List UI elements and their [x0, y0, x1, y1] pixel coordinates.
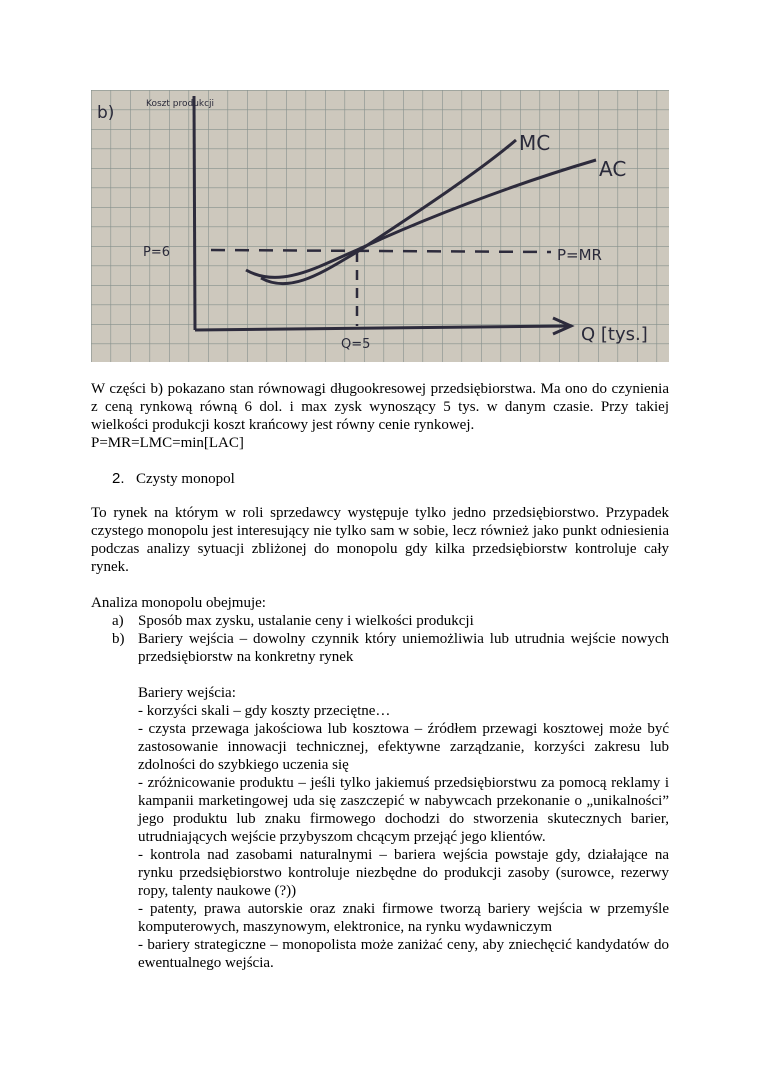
section-title: Czysty monopol	[136, 471, 235, 487]
barrier-economies-of-scale: - korzyści skali – gdy koszty przeciętne…	[138, 703, 391, 719]
barriers-title: Bariery wejścia:	[138, 685, 236, 701]
mc-label: MC	[519, 131, 551, 155]
analysis-intro	[91, 594, 669, 612]
figure-part-label: b)	[97, 103, 115, 123]
y-axis	[194, 96, 195, 330]
list-text-a: Sposób max zysku, ustalanie ceny i wielkości produkcji	[138, 613, 474, 629]
equilibrium-formula: P=MR=LMC=min[LAC]	[91, 435, 244, 451]
x-axis-label: Q [tys.]	[581, 324, 648, 345]
equilibrium-text: W części b) pokazano stan równowagi długookresowej przedsiębiorstwa. Ma ono do czynienia z ceną rynkową równą 6 dol. i max zysk wynoszący 5 tys. w danym czasie. Przy takiej wielkości produkcji koszt krańcowy jest równy cenie rynkowej.	[91, 381, 669, 433]
list-item-a	[112, 612, 669, 630]
ac-label: AC	[599, 157, 627, 181]
barriers-section	[138, 684, 669, 972]
list-text-b: Bariery wejścia – dowolny czynnik który uniemożliwia lub utrudnia wejście nowych przedsiębiorstw na konkretny rynek	[138, 631, 669, 665]
monopoly-definition-text: To rynek na którym w roli sprzedawcy występuje tylko jedno przedsiębiorstwo. Przypadek czystego monopolu jest interesujący nie tylko sam w sobie, lecz również jako punkt odniesienia podczas analizy sytuacji zbliżonej do monopolu gdy kilka przedsiębiorstw kontroluje cały rynek.	[91, 505, 669, 575]
list-marker-a: a)	[112, 613, 124, 629]
barrier-cost-advantage: - czysta przewaga jakościowa lub kosztowa – źródłem przewagi kosztowej może być zastosowanie innowacji technicznej, efektywne zarządzanie, korzyści zakresu lub zdolności do szybkiego uczenia się	[138, 721, 669, 773]
cost-curves-sketch	[91, 90, 669, 362]
y-axis-label: Koszt produkcji	[146, 99, 215, 109]
graph-photo	[91, 90, 669, 362]
paragraph-equilibrium	[91, 380, 669, 452]
barrier-strategic: - bariery strategiczne – monopolista może zaniżać ceny, aby zniechęcić kandydatów do ewentualnego wejścia.	[138, 937, 669, 971]
section-number: 2.	[112, 470, 125, 487]
analysis-intro-text: Analiza monopolu obejmuje:	[91, 595, 266, 611]
price-label: P=6	[143, 245, 171, 260]
section-heading	[112, 470, 235, 488]
barrier-natural-resources: - kontrola nad zasobami naturalnymi – bariera wejścia powstaje gdy, działające na rynku przedsiębiorstwo kontroluje niezbędne do produkcji zasoby (surowce, rezerwy ropy, talenty naukowe (?))	[138, 847, 669, 899]
price-line-label: P=MR	[557, 246, 602, 264]
list-item-b	[112, 630, 669, 666]
quantity-label: Q=5	[341, 337, 371, 352]
list-marker-b: b)	[112, 631, 125, 647]
barrier-product-differentiation: - zróżnicowanie produktu – jeśli tylko jakiemuś przedsiębiorstwu za pomocą reklamy i kampanii marketingowej uda się zaszczepić w nabywcach przekonanie o „unikalności” jego produktu lub znaku firmowego dochodzi do stworzenia skutecznych barier, utrudniających wejście przybyszom chcącym przejąć jego klientów.	[138, 775, 669, 845]
barrier-patents: - patenty, prawa autorskie oraz znaki firmowe tworzą bariery wejścia w przemyśle komputerowych, maszynowym, elektronice, na rynku wydawniczym	[138, 901, 669, 935]
paragraph-monopoly-definition	[91, 504, 669, 576]
